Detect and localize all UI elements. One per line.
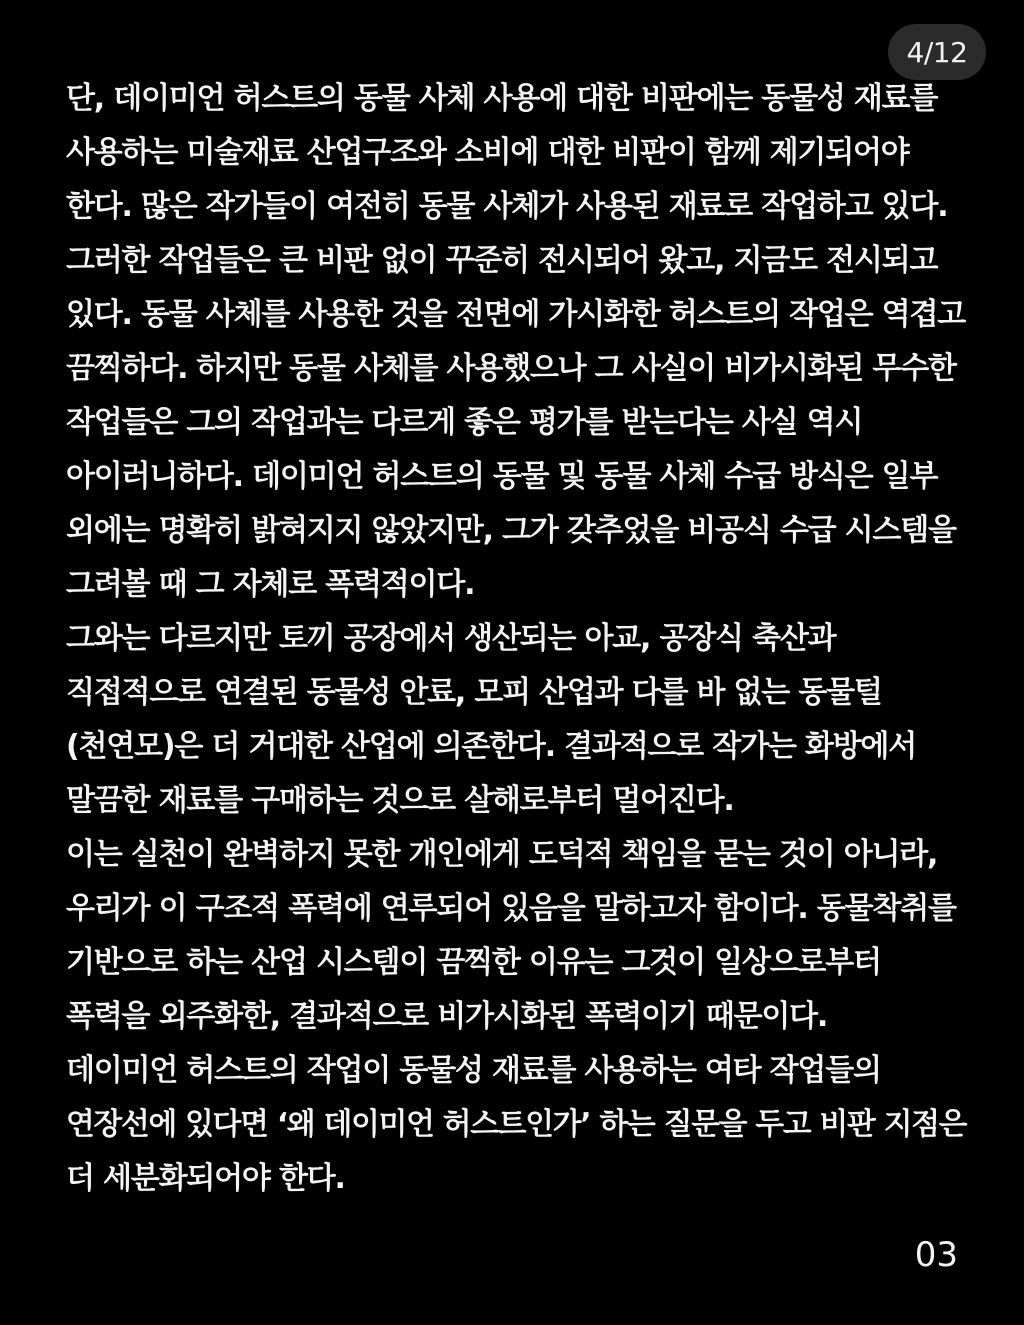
text-line: 단, 데이미언 허스트의 동물 사체 사용에 대한 비판에는 동물성 재료를 [66, 81, 938, 116]
text-line: 우리가 이 구조적 폭력에 연루되어 있음을 말하고자 함이다. 동물착취를 [66, 891, 956, 926]
text-line: 작업들은 그의 작업과는 다르게 좋은 평가를 받는다는 사실 역시 [66, 405, 863, 440]
text-line: 말끔한 재료를 구매하는 것으로 살해로부터 멀어진다. [66, 783, 734, 818]
text-line: 끔찍하다. 하지만 동물 사체를 사용했으나 그 사실이 비가시화된 무수한 [66, 351, 956, 386]
text-line: 사용하는 미술재료 산업구조와 소비에 대한 비판이 함께 제기되어야 [66, 135, 909, 170]
text-line: 데이미언 허스트의 작업이 동물성 재료를 사용하는 여타 작업들의 [66, 1053, 881, 1088]
text-line: 더 세분화되어야 한다. [66, 1161, 345, 1196]
text-line: 외에는 명확히 밝혀지지 않았지만, 그가 갖추었을 비공식 수급 시스템을 [66, 513, 956, 548]
text-line: 있다. 동물 사체를 사용한 것을 전면에 가시화한 허스트의 작업은 역겹고 [66, 297, 966, 332]
page-counter-badge: 4/12 [888, 24, 986, 80]
text-line: 이는 실천이 완벽하지 못한 개인에게 도덕적 책임을 묻는 것이 아니라, [66, 837, 938, 872]
text-line: 그려볼 때 그 자체로 폭력적이다. [66, 567, 475, 602]
text-line: 아이러니하다. 데이미언 허스트의 동물 및 동물 사체 수급 방식은 일부 [66, 459, 938, 494]
body-text [66, 72, 966, 1206]
text-line: 폭력을 외주화한, 결과적으로 비가시화된 폭력이기 때문이다. [66, 999, 828, 1034]
slide-number: 03 [914, 1235, 958, 1275]
text-line: 그와는 다르지만 토끼 공장에서 생산되는 아교, 공장식 축산과 [66, 621, 836, 656]
text-line: (천연모)은 더 거대한 산업에 의존한다. 결과적으로 작가는 화방에서 [66, 729, 916, 764]
text-line: 연장선에 있다면 ‘왜 데이미언 허스트인가’ 하는 질문을 두고 비판 지점은 [66, 1107, 967, 1142]
text-line: 한다. 많은 작가들이 여전히 동물 사체가 사용된 재료로 작업하고 있다. [66, 189, 948, 224]
text-line: 기반으로 하는 산업 시스템이 끔찍한 이유는 그것이 일상으로부터 [66, 945, 881, 980]
text-line: 직접적으로 연결된 동물성 안료, 모피 산업과 다를 바 없는 동물털 [66, 675, 882, 710]
text-line: 그러한 작업들은 큰 비판 없이 꾸준히 전시되어 왔고, 지금도 전시되고 [66, 243, 938, 278]
